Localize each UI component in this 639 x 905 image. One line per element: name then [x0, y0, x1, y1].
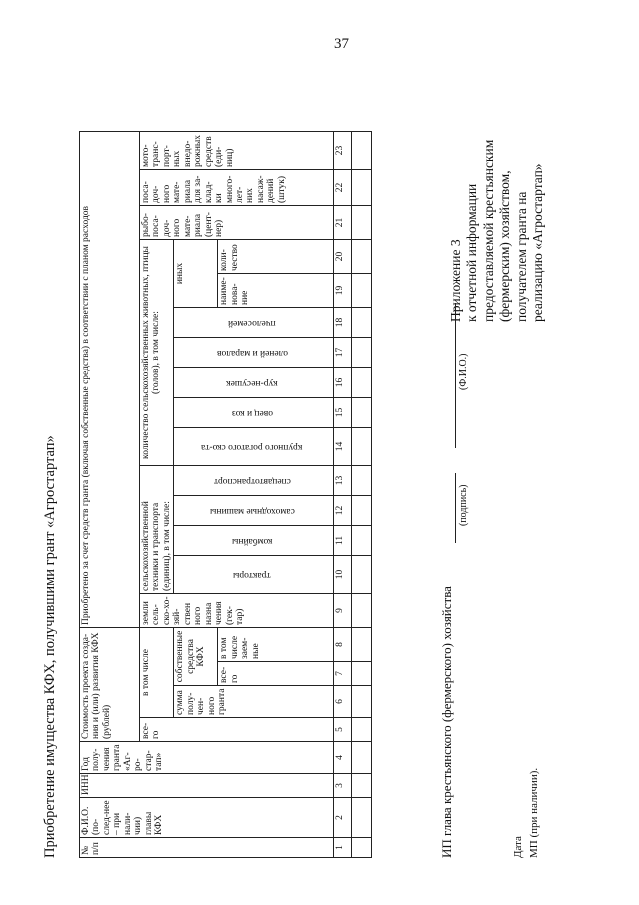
date-stamp-block — [511, 768, 543, 858]
col-number: 17 — [334, 338, 352, 368]
header-own-loans: в том числе заем-ные — [218, 628, 334, 662]
appendix-note — [448, 82, 547, 322]
header-deer: оленей и маралов — [216, 347, 288, 358]
table-row — [352, 131, 372, 857]
appendix-line: Приложение 3 — [448, 239, 463, 322]
header-grant-year: Год полу-чения гранта «Аг-ро-стар-тап» — [80, 742, 334, 774]
header-other: иных — [174, 240, 218, 308]
farm-head-label: ИП глава крестьянского (фермерского) хозяйства — [439, 586, 454, 858]
col-number: 21 — [334, 206, 352, 240]
col-number: 12 — [334, 496, 352, 526]
header-cost-total: все-го — [140, 718, 334, 742]
header-moto-transport: мото-транс-порт-ных внедо-рожных средств (еди-ниц) — [140, 131, 334, 169]
header-bee-colonies: пчелосемей — [228, 317, 276, 328]
col-number: 10 — [334, 556, 352, 594]
stamp-label: МП (при наличии). — [527, 767, 540, 858]
header-inn: ИНН — [80, 774, 334, 798]
header-laying-hens: кур-несушек — [226, 377, 278, 388]
col-number: 19 — [334, 274, 352, 308]
header-cattle: крупного рогатого ско-та — [201, 441, 303, 452]
col-number: 5 — [334, 718, 352, 742]
header-self-propelled: самоходные машины — [209, 505, 295, 516]
col-number: 2 — [334, 798, 352, 838]
col-number: 8 — [334, 628, 352, 662]
rotated-page-content — [33, 22, 605, 882]
date-label: Дата — [512, 836, 524, 858]
header-combines: комбайны — [231, 535, 273, 546]
appendix-line: реализацию «Агростартап» — [530, 163, 546, 322]
col-number: 3 — [334, 774, 352, 798]
header-project-cost: Стоимость проекта созда-ния и (или) развития КФХ (рублей) — [80, 628, 140, 742]
col-number: 18 — [334, 308, 352, 338]
header-fish-material: рыбо-поса-доч-ного мате-риала (цент-нер) — [140, 206, 334, 240]
header-sheep-goats: овец и коз — [231, 407, 273, 418]
header-animals: количество сельскохозяйственных животных, птицы (голов), в том числе: — [140, 240, 174, 466]
appendix-line: к отчетной информации — [464, 183, 480, 322]
header-planting-material: поса-доч-ного мате-риала для за-клад-ки много-лет-них насаж-дений (штук) — [140, 170, 334, 206]
col-number: 6 — [334, 686, 352, 718]
fio-caption: (Ф.И.О.) — [458, 353, 469, 390]
header-own-funds: собственные средства КФХ — [174, 628, 218, 686]
header-purchased: Приобретено за счет средств гранта (включая собственные средства) в соответствии с планом расходов — [80, 131, 140, 627]
property-acquisition-table — [79, 131, 372, 858]
fio-line — [455, 303, 456, 448]
col-number: 13 — [334, 466, 352, 496]
header-grant-amount: сумма полу-чен-ного гранта — [174, 686, 334, 718]
header-land: земли сель-ско-хо-зяй-ствен ного назна чения (гек-тар) — [140, 594, 334, 628]
col-number: 9 — [334, 594, 352, 628]
column-number-row — [334, 131, 352, 857]
signature-caption: (подпись) — [458, 484, 469, 526]
header-fio: Ф.И.О. (по-след-нее – при нали-чии) главы КФХ — [80, 798, 334, 838]
signature-line — [455, 473, 456, 543]
appendix-line: получателем гранта на — [513, 191, 529, 322]
header-no: № п/п — [80, 838, 334, 858]
appendix-line: (фермерским) хозяйством, — [497, 170, 513, 322]
col-number: 4 — [334, 742, 352, 774]
form-title: Приобретение имущества КФХ, получившими грант «Агростартап» — [42, 435, 58, 858]
appendix-line: предоставляемой крестьянским — [480, 139, 496, 322]
col-number: 11 — [334, 526, 352, 556]
header-own-total: все-го — [218, 662, 334, 686]
col-number: 1 — [334, 838, 352, 858]
page-number: 37 — [334, 36, 349, 52]
col-number: 16 — [334, 368, 352, 398]
header-special-vehicles: спецавтотранспорт — [213, 475, 291, 486]
col-number: 20 — [334, 240, 352, 274]
col-number: 7 — [334, 662, 352, 686]
header-tractors: тракторы — [233, 569, 271, 580]
col-number: 15 — [334, 398, 352, 428]
col-number: 23 — [334, 131, 352, 169]
col-number: 22 — [334, 170, 352, 206]
header-machinery: сельскохозяйственной техники и транспорта (единиц), в том числе: — [140, 466, 174, 594]
header-cost-including: в том числе — [140, 628, 174, 718]
col-number: 14 — [334, 428, 352, 466]
header-other-quantity: коли-чество — [218, 240, 334, 274]
header-other-name: наиме-нова-ние — [218, 274, 334, 308]
